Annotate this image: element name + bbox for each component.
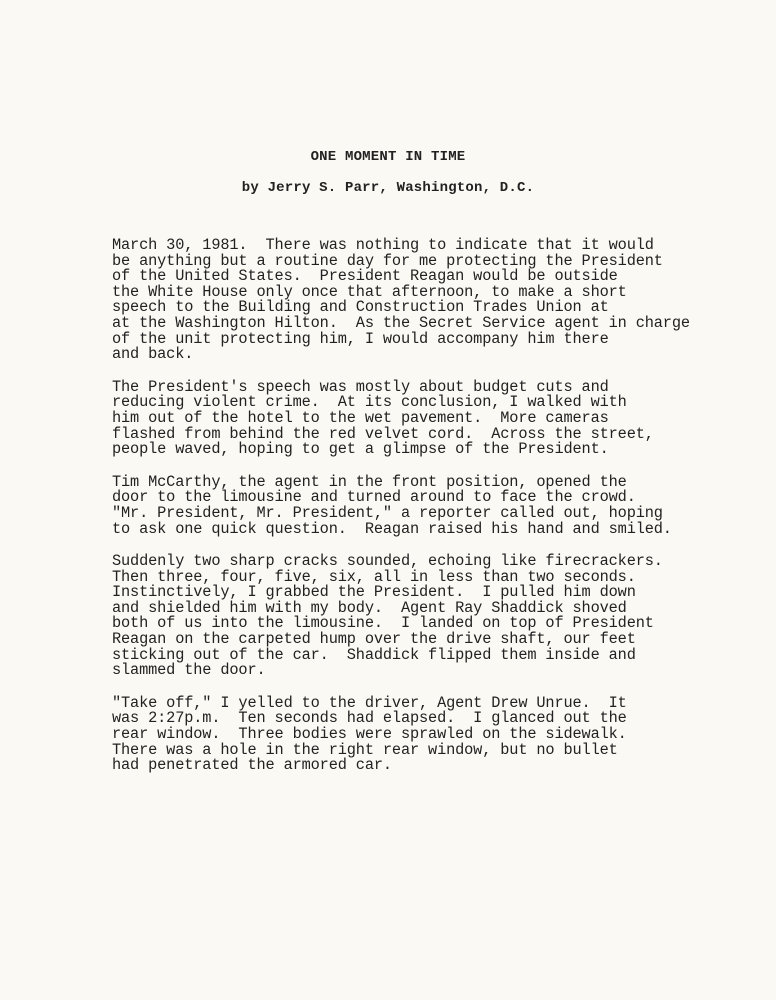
text-line: "Mr. President, Mr. President," a reporter called out, hoping [112,503,663,522]
text-line: rear window. Three bodies were sprawled on the sidewalk. [112,725,627,744]
paragraph-5 [112,693,752,775]
text-line: door to the limousine and turned around to face the crowd. [112,488,636,507]
paragraph-2 [112,377,752,459]
text-line: March 30, 1981. There was nothing to indicate that it would [112,236,654,254]
paragraph-1 [112,238,752,363]
text-line: "Take off," I yelled to the driver, Agent Drew Unrue. It [112,693,627,712]
text-line: people waved, hoping to get a glimpse of the President. [112,440,609,459]
text-line: sticking out of the car. Shaddick flipped them inside and [112,645,636,664]
text-line: The President's speech was mostly about budget cuts and [112,377,609,396]
text-line: him out of the hotel to the wet pavement. More cameras [112,408,609,427]
document-body [112,238,752,791]
text-line: Tim McCarthy, the agent in the front position, opened the [112,472,627,491]
text-line: flashed from behind the red velvet cord. Across the street, [112,424,654,443]
text-line: of the United States. President Reagan would be outside [112,267,618,286]
text-line: was 2:27p.m. Ten seconds had elapsed. I glanced out the [112,709,627,728]
text-line: speech to the Building and Construction Trades Union at [112,298,609,317]
text-line: be anything but a routine day for me protecting the President [112,251,663,270]
text-line: Then three, four, five, six, all in less than two seconds. [112,567,636,586]
text-line: Suddenly two sharp cracks sounded, echoing like firecrackers. [112,552,663,571]
text-line: to ask one quick question. Reagan raised his hand and smiled. [112,519,672,538]
text-line: and back. [112,345,194,364]
paragraph-4 [112,554,752,679]
text-line: There was a hole in the right rear window, but no bullet [112,740,618,759]
text-line: and shielded him with my body. Agent Ray Shaddick shoved [112,598,627,617]
text-line: Instinctively, I grabbed the President. I pulled him down [112,583,636,602]
paragraph-3 [112,472,752,538]
text-line: of the unit protecting him, I would accompany him there [112,329,609,348]
text-line: slammed the door. [112,661,266,680]
text-line: had penetrated the armored car. [112,756,392,775]
author-byline: by Jerry S. Parr, Washington, D.C. [241,180,535,196]
text-line: the White House only once that afternoon, to make a short [112,282,627,301]
text-line: reducing violent crime. At its conclusion, I walked with [112,393,627,412]
text-line: at the Washington Hilton. As the Secret Service agent in charge [112,313,690,332]
text-line: both of us into the limousine. I landed on top of President [112,614,654,633]
text-line: Reagan on the carpeted hump over the drive shaft, our feet [112,630,636,649]
document-title: ONE MOMENT IN TIME [310,149,466,165]
